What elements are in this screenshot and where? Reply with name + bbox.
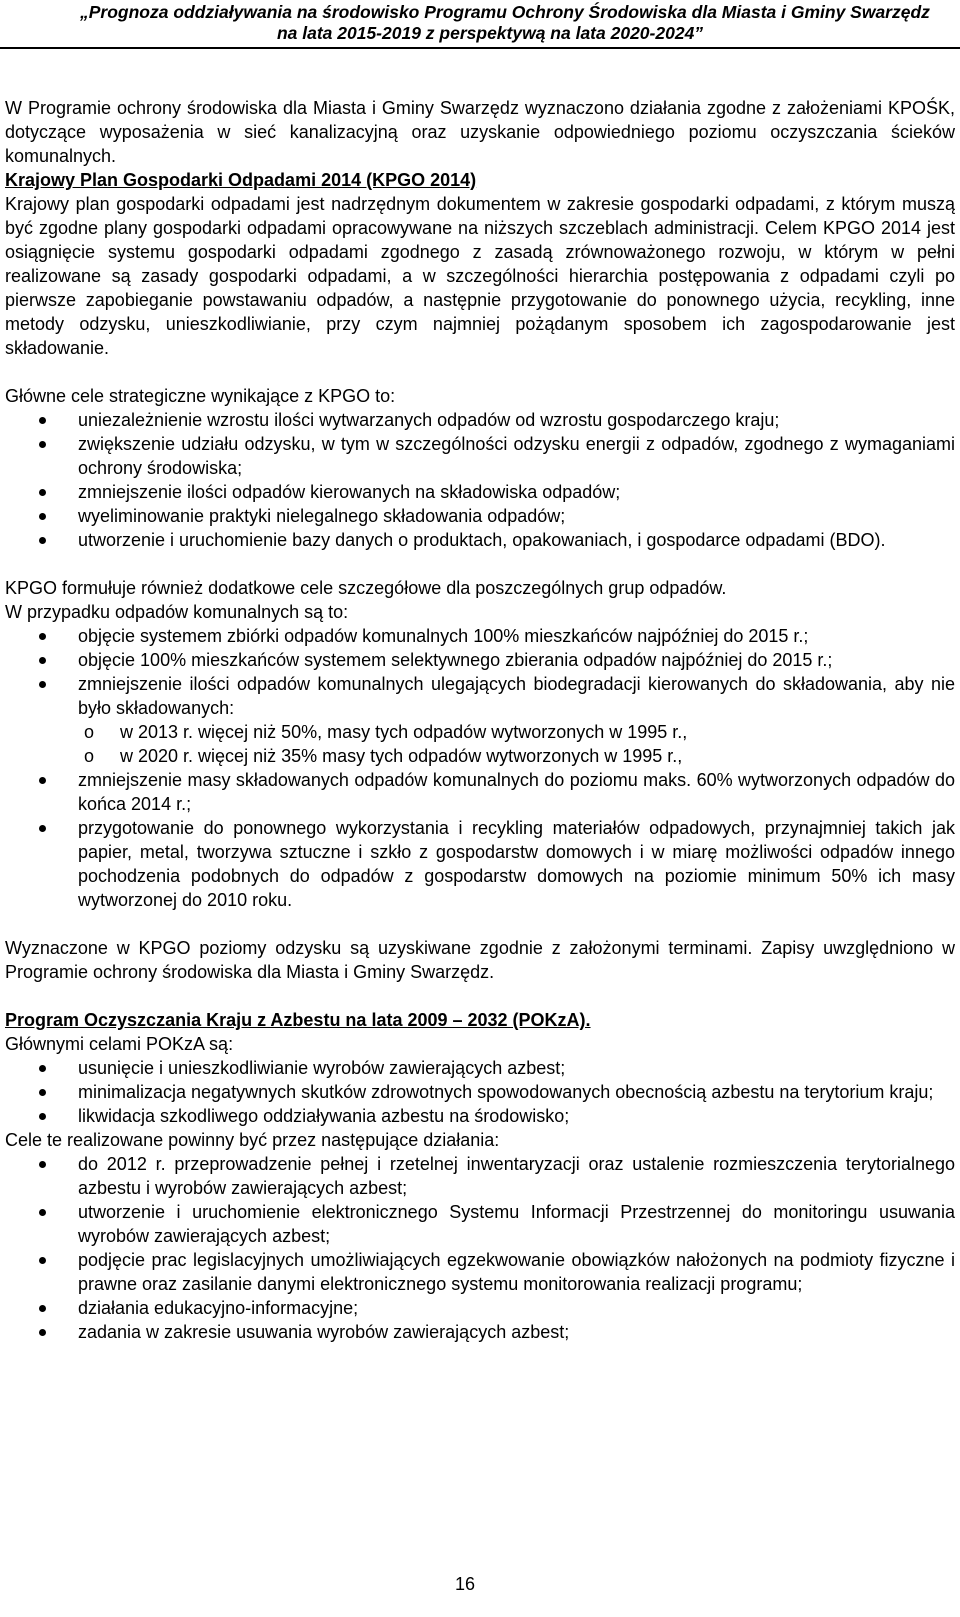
list-item: minimalizacja negatywnych skutków zdrowotnych spowodowanych obecnością azbestu na terytorium kraju;	[5, 1080, 955, 1104]
list-item: utworzenie i uruchomienie bazy danych o produktach, opakowaniach, i gospodarce odpadami (BDO).	[5, 528, 955, 552]
kpgo-body: Krajowy plan gospodarki odpadami jest nadrzędnym dokumentem w zakresie gospodarki odpadami, z którym muszą być zgodne plany gospodarki odpadami opracowywane na niższych szczeblach administracji. Celem KPGO 2014 jest osiągnięcie systemu gospodarki odpadami zgodnego z zasadą zrównoważonego rozwoju, w którym w pełni realizowane są zasady gospodarki odpadami, a w szczególności hierarchia postępowania z odpadami czyli po pierwsze zapobieganie powstawaniu odpadów, a następnie przygotowanie do ponownego użycia, recykling, inne metody odzysku, unieszkodliwianie, przy czym najmniej pożądanym sposobem ich zagospodarowanie jest składowanie.	[5, 194, 955, 358]
page-number: 16	[454, 1574, 476, 1594]
bullet-icon	[39, 441, 46, 448]
bullet-icon	[39, 513, 46, 520]
bullet-icon	[39, 417, 46, 424]
list-item: zwiększenie udziału odzysku, w tym w szczególności odzysku energii z odpadów, zgodnego z wymaganiami ochrony środowiska;	[5, 432, 955, 480]
kpgo-detail-list	[5, 624, 955, 912]
bullet-icon	[39, 1209, 46, 1216]
sub-list-item: o w 2013 r. więcej niż 50%, masy tych odpadów wytworzonych w 1995 r.,	[84, 722, 688, 742]
list-item: zmniejszenie ilości odpadów komunalnych ulegających biodegradacji kierowanych do składowania, aby nie było składowanych: o w 2013 r. więcej niż 50%, masy tych odpadów wytworzonych w 1995 r., o w 2020 r. więcej niż 35% masy tych odpadów wytworzonych w 1995 r.,	[5, 672, 955, 768]
list-item: uniezależnienie wzrostu ilości wytwarzanych odpadów od wzrostu gospodarczego kraju;	[5, 408, 955, 432]
list-item: wyeliminowanie praktyki nielegalnego składowania odpadów;	[5, 504, 955, 528]
kpgo-closing: Wyznaczone w KPGO poziomy odzysku są uzyskiwane zgodnie z założonymi terminami. Zapisy uwzględniono w Programie ochrony środowiska dla Miasta i Gminy Swarzędz.	[5, 938, 955, 982]
kpgo-heading: Krajowy Plan Gospodarki Odpadami 2014 (KPGO 2014)	[5, 170, 477, 190]
list-item: usunięcie i unieszkodliwianie wyrobów zawierających azbest;	[5, 1056, 955, 1080]
bullet-icon	[39, 1161, 46, 1168]
bullet-icon	[39, 1065, 46, 1072]
list-item: działania edukacyjno-informacyjne;	[5, 1296, 955, 1320]
header-divider	[0, 47, 960, 49]
kpgo-goals-list	[5, 408, 955, 552]
running-header	[80, 2, 930, 44]
pokza-heading: Program Oczyszczania Kraju z Azbestu na lata 2009 – 2032 (POKzA).	[5, 1010, 591, 1030]
header-line-2: na lata 2015-2019 z perspektywą na lata 2020-2024”	[276, 23, 704, 43]
kpgo-goals-intro: Główne cele strategiczne wynikające z KPGO to:	[5, 386, 396, 406]
pokza-actions-intro: Cele te realizowane powinny być przez następujące działania:	[5, 1130, 500, 1150]
pokza-goals-intro: Głównymi celami POKzA są:	[5, 1034, 234, 1054]
list-item: objęcie 100% mieszkańców systemem selektywnego zbierania odpadów najpóźniej do 2015 r.;	[5, 648, 955, 672]
list-item: zadania w zakresie usuwania wyrobów zawierających azbest;	[5, 1320, 955, 1344]
list-item: objęcie systemem zbiórki odpadów komunalnych 100% mieszkańców najpóźniej do 2015 r.;	[5, 624, 955, 648]
bullet-icon	[39, 1257, 46, 1264]
circle-bullet-icon: o	[84, 722, 95, 742]
list-item: przygotowanie do ponownego wykorzystania i recykling materiałów odpadowych, przynajmniej takich jak papier, metal, tworzywa sztuczne i szkło z gospodarstw domowych i w miarę możliwości odpadów innego pochodzenia podobnych do odpadów z gospodarstw domowych na poziomie minimum 50% ich masy wytworzonej do 2010 roku.	[5, 816, 955, 912]
pokza-goals-list	[5, 1056, 955, 1128]
list-item: utworzenie i uruchomienie elektronicznego Systemu Informacji Przestrzennej do monitoringu usuwania wyrobów zawierających azbest;	[5, 1200, 955, 1248]
bullet-icon	[39, 777, 46, 784]
bullet-icon	[39, 1329, 46, 1336]
list-item: likwidacja szkodliwego oddziaływania azbestu na środowisko;	[5, 1104, 955, 1128]
kpgo-detail-intro-1: KPGO formułuje również dodatkowe cele szczegółowe dla poszczególnych grup odpadów.	[5, 578, 727, 598]
page-content	[5, 96, 955, 1344]
sub-list-item: o w 2020 r. więcej niż 35% masy tych odpadów wytworzonych w 1995 r.,	[84, 746, 683, 766]
bullet-icon	[39, 681, 46, 688]
list-item: zmniejszenie masy składowanych odpadów komunalnych do poziomu maks. 60% wytworzonych odpadów do końca 2014 r.;	[5, 768, 955, 816]
list-item: podjęcie prac legislacyjnych umożliwiających egzekwowanie obowiązków nałożonych na podmioty fizyczne i prawne oraz zasilanie danymi elektronicznego systemu monitorowania realizacji programu;	[5, 1248, 955, 1296]
bullet-icon	[39, 825, 46, 832]
circle-bullet-icon: o	[84, 746, 95, 766]
bullet-icon	[39, 1305, 46, 1312]
bullet-icon	[39, 633, 46, 640]
pokza-actions-list	[5, 1152, 955, 1344]
header-line-1: „Prognoza oddziaływania na środowisko Programu Ochrony Środowiska dla Miasta i Gminy Swarzędz	[80, 2, 930, 22]
bullet-icon	[39, 657, 46, 664]
bullet-icon	[39, 489, 46, 496]
intro-paragraph: W Programie ochrony środowiska dla Miasta i Gminy Swarzędz wyznaczono działania zgodne z założeniami KPOŚK, dotyczące wyposażenia w sieć kanalizacyjną oraz uzyskanie odpowiedniego poziomu oczyszczania ścieków komunalnych.	[5, 98, 955, 166]
bullet-icon	[39, 1113, 46, 1120]
kpgo-detail-intro-2: W przypadku odpadów komunalnych są to:	[5, 602, 349, 622]
sub-list	[78, 720, 955, 768]
list-item: do 2012 r. przeprowadzenie pełnej i rzetelnej inwentaryzacji oraz ustalenie rozmieszczenia terytorialnego azbestu i wyrobów zawierających azbest;	[5, 1152, 955, 1200]
bullet-icon	[39, 537, 46, 544]
bullet-icon	[39, 1089, 46, 1096]
list-item: zmniejszenie ilości odpadów kierowanych na składowiska odpadów;	[5, 480, 955, 504]
